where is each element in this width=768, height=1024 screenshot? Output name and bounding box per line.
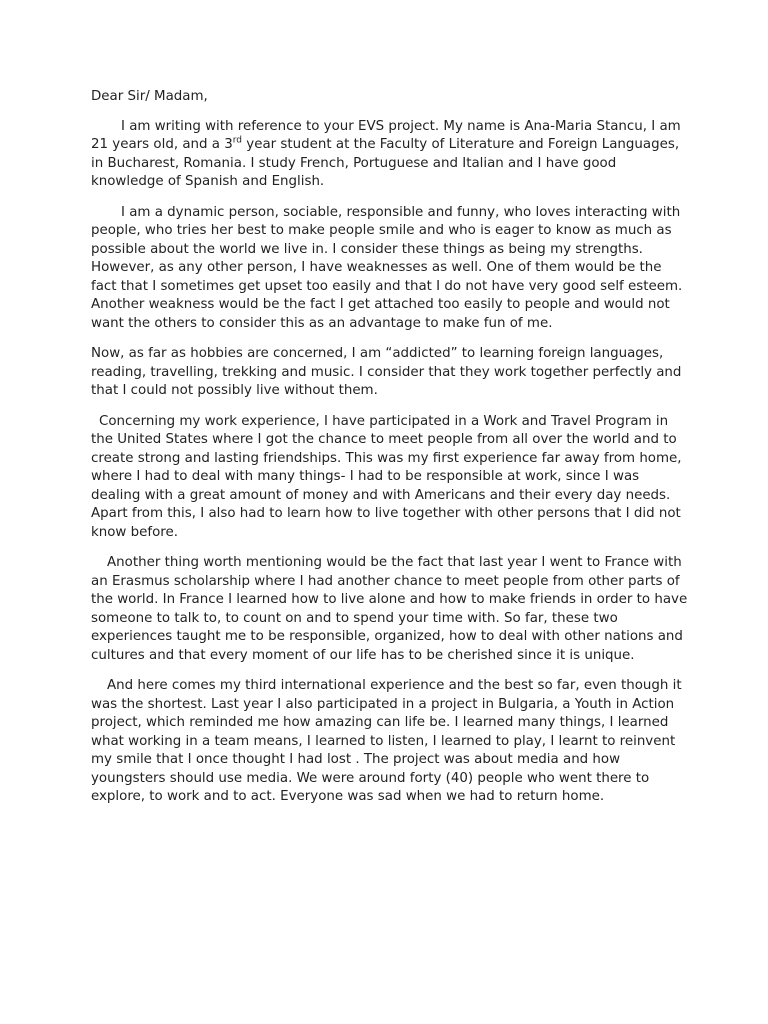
intro-text-start: I am writing with reference to your EVS project. My name is Ana-Maria Stancu, I am 21 years old, and a 3: [91, 118, 681, 152]
paragraph-work-experience: Concerning my work experience, I have participated in a Work and Travel Program in the United States where I got the chance to meet people from all over the world and to create strong and lasting friendships. This was my first experience far away from home, where I had to deal with many things- I had to be responsible at work, since I was dealing with a great amount of money and with Americans and their every day needs. Apart from this, I also had to learn how to live together with other persons that I did not know before.: [91, 413, 682, 540]
paragraph-erasmus: Another thing worth mentioning would be the fact that last year I went to France with an Erasmus scholarship where I had another chance to meet people from other parts of the world. In France I learned how to live alone and how to make friends in order to have someone to talk to, to count on and to spend your time with. So far, these two experiences taught me to be responsible, organized, how to deal with other nations and cultures and that every moment of our life has to be cherished since it is unique.: [91, 555, 688, 663]
paragraph-youth-in-action: And here comes my third international experience and the best so far, even though it was the shortest. Last year I also participated in a project in Bulgaria, a Youth in Action project, which reminded me how amazing can life be. I learned many things, I learned what working in a team means, I learned to listen, I learned to play, I learnt to reinvent my smile that I once thought I had lost . The project was about media and how youngsters should use media. We were around forty (40) people who went there to explore, to work and to act. Everyone was sad when we had to return home.: [91, 678, 682, 804]
intro-text-end: year student at the Faculty of Literature and Foreign Languages, in Bucharest, Romania. I study French, Portuguese and Italian and I have good knowledge of Spanish and English.: [91, 137, 680, 189]
paragraph-hobbies: Now, as far as hobbies are concerned, I am “addicted” to learning foreign languages, reading, travelling, trekking and music. I consider that they work together perfectly and that I could not possibly live without them.: [91, 346, 682, 398]
ordinal-suffix: rd: [232, 135, 243, 146]
salutation: Dear Sir/ Madam,: [91, 89, 208, 104]
paragraph-personality: I am a dynamic person, sociable, responsible and funny, who loves interacting with people, who tries her best to make people smile and who is eager to know as much as possible about the world we live in. I consider these things as being my strengths. However, as any other person, I have weaknesses as well. One of them would be the fact that I sometimes get upset too easily and that I do not have very good self esteem. Another weakness would be the fact I get attached too easily to people and would not want the others to consider this as an advantage to make fun of me.: [91, 204, 683, 331]
paragraph-introduction: [91, 118, 691, 192]
letter-body: [91, 88, 691, 819]
